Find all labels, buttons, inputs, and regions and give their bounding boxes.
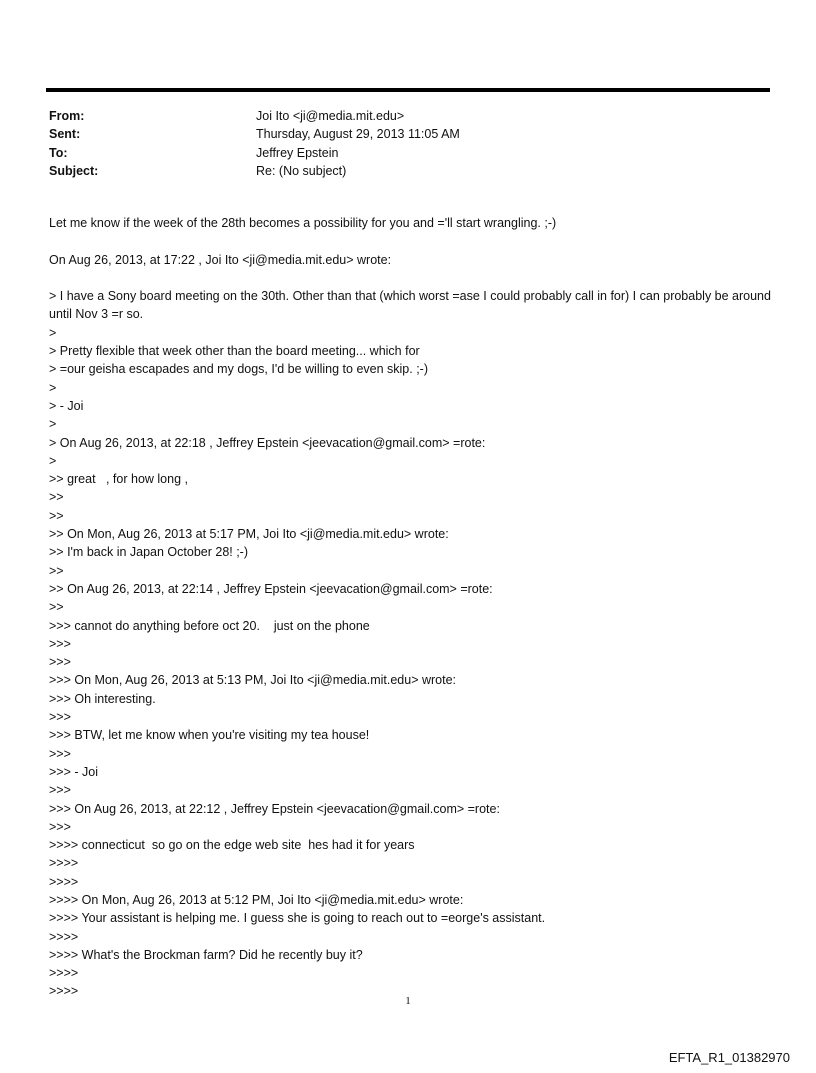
first-quote-paragraph: > I have a Sony board meeting on the 30th. Other than that (which worst =ase I could probably call in for) I can probably be around until Nov 3 =r so. [49, 289, 775, 322]
quoted-line: >>> On Aug 26, 2013, at 22:12 , Jeffrey Epstein <jeevacation@gmail.com> =rote: [49, 801, 500, 816]
email-header [49, 107, 749, 180]
quoted-line: > - Joi [49, 398, 84, 413]
attribution-line: On Aug 26, 2013, at 17:22 , Joi Ito <ji@media.mit.edu> wrote: [49, 252, 392, 267]
from-label: From: [49, 109, 85, 123]
quoted-line: >>>> [49, 966, 79, 981]
quoted-line: >>> [49, 710, 71, 725]
spacer [49, 232, 779, 250]
quoted-line: >>> [49, 636, 71, 651]
page-number: 1 [405, 995, 411, 1007]
quoted-line: >>>> On Mon, Aug 26, 2013 at 5:12 PM, Joi Ito <ji@media.mit.edu> wrote: [49, 892, 464, 907]
quoted-line: >> great , for how long , [49, 472, 188, 487]
quoted-line: >>>> [49, 874, 79, 889]
email-body [49, 214, 779, 1001]
quoted-line: >>> Oh interesting. [49, 691, 156, 706]
quoted-line: >>>> Your assistant is helping me. I guess she is going to reach out to =eorge's assistant. [49, 911, 546, 926]
subject-row [49, 162, 749, 180]
opening-line: Let me know if the week of the 28th becomes a possibility for you and ='ll start wrangling. ;-) [49, 216, 557, 230]
header-divider [46, 88, 770, 92]
from-value: Joi Ito <ji@media.mit.edu> [256, 109, 405, 123]
document-id: EFTA_R1_01382970 [668, 1050, 790, 1065]
quoted-line: > [49, 453, 57, 468]
quoted-line: >> On Mon, Aug 26, 2013 at 5:17 PM, Joi Ito <ji@media.mit.edu> wrote: [49, 527, 449, 542]
subject-value: Re: (No subject) [256, 163, 347, 178]
sent-value: Thursday, August 29, 2013 11:05 AM [256, 127, 460, 142]
quoted-line: >>> BTW, let me know when you're visiting my tea house! [49, 728, 370, 743]
quoted-line: >> [49, 508, 64, 523]
quoted-line: >> [49, 563, 64, 578]
quoted-line: >>> cannot do anything before oct 20. just on the phone [49, 618, 370, 633]
spacer [49, 269, 779, 287]
quoted-line: >>>> What's the Brockman farm? Did he recently buy it? [49, 947, 363, 962]
subject-label: Subject: [49, 163, 99, 178]
quoted-line: >>>> [49, 984, 79, 999]
quoted-line: >>> [49, 783, 71, 798]
quoted-line: >> I'm back in Japan October 28! ;-) [49, 545, 249, 560]
quoted-line: >>> On Mon, Aug 26, 2013 at 5:13 PM, Joi Ito <ji@media.mit.edu> wrote: [49, 673, 457, 688]
to-label: To: [49, 145, 68, 160]
quoted-line: >>> [49, 819, 71, 834]
quoted-line: >>>> connecticut so go on the edge web site hes had it for years [49, 838, 415, 853]
quoted-line: >> On Aug 26, 2013, at 22:14 , Jeffrey Epstein <jeevacation@gmail.com> =rote: [49, 581, 493, 596]
quoted-line: > [49, 417, 57, 432]
quoted-line: >>> [49, 655, 71, 670]
quoted-line: >>>> [49, 856, 79, 871]
quoted-line: > [49, 325, 57, 340]
from-row [49, 107, 749, 125]
quoted-line: >> [49, 600, 64, 615]
quoted-line: >>> - Joi [49, 764, 98, 779]
quoted-line: > Pretty flexible that week other than the board meeting... which for [49, 344, 420, 359]
sent-label: Sent: [49, 127, 81, 142]
quoted-line: > [49, 380, 57, 395]
to-value: Jeffrey Epstein [256, 145, 339, 160]
quoted-line: > =our geisha escapades and my dogs, I'd be willing to even skip. ;-) [49, 362, 428, 377]
quoted-line: > On Aug 26, 2013, at 22:18 , Jeffrey Epstein <jeevacation@gmail.com> =rote: [49, 435, 486, 450]
quoted-lines [49, 324, 779, 1001]
sent-row [49, 125, 749, 143]
quoted-line: >> [49, 490, 64, 505]
quoted-line: >>> [49, 746, 71, 761]
to-row [49, 144, 749, 162]
quoted-line: >>>> [49, 929, 79, 944]
